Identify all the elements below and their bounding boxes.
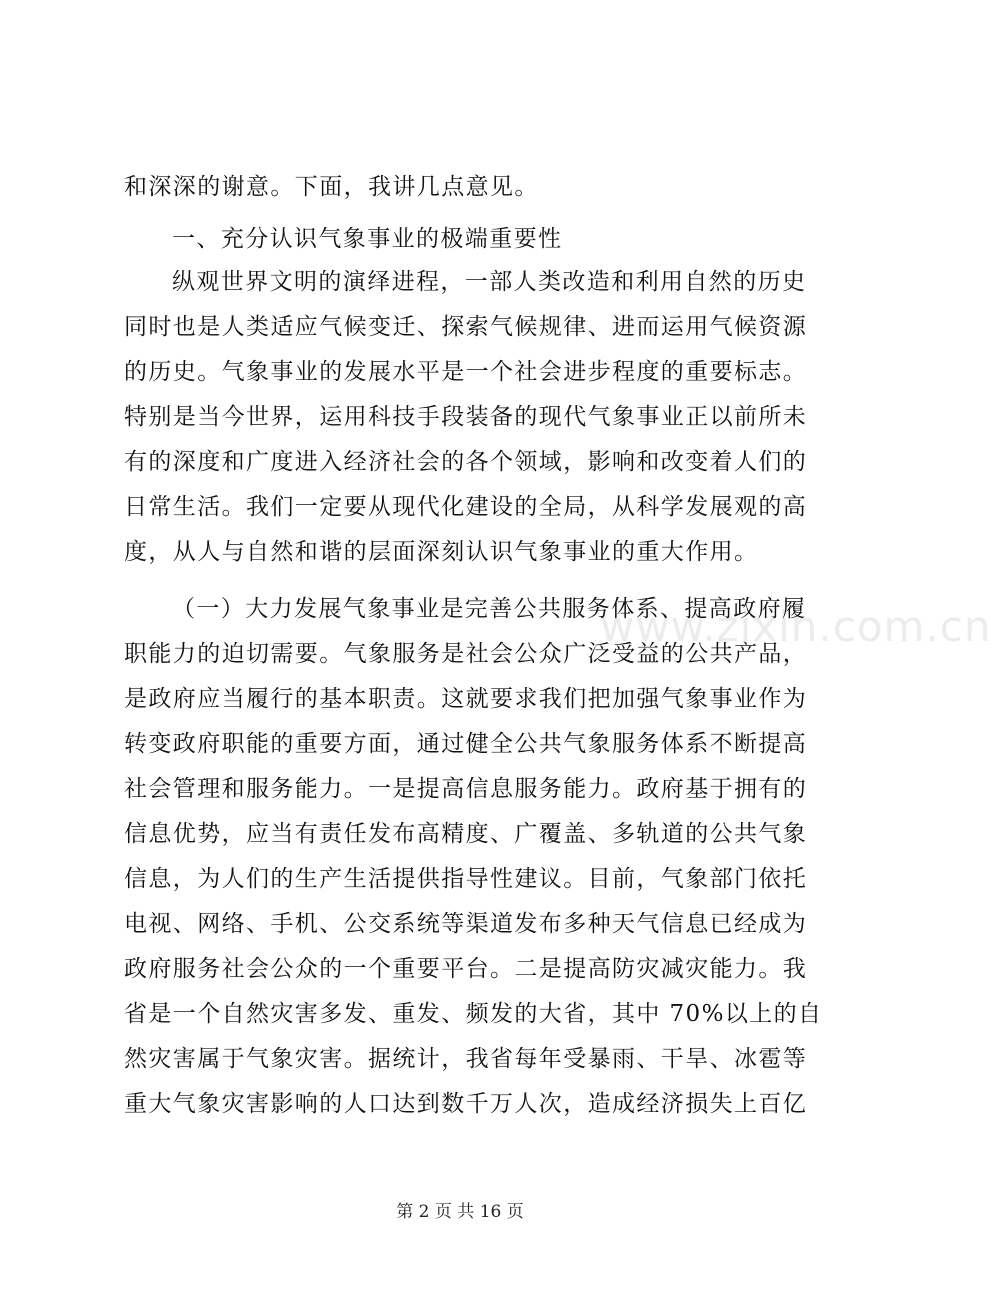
body-line: 重大气象灾害影响的人口达到数千万人次，造成经济损失上百亿 <box>124 1091 808 1117</box>
body-line: 信息，为人们的生产生活提供指导性建议。目前，气象部门依托 <box>124 866 808 892</box>
watermark: www.zixin.com.cn <box>600 602 992 651</box>
page-footer: 第 2 页 共 16 页 <box>396 1202 524 1222</box>
body-line: 同时也是人类适应气候变迁、探索气候规律、进而运用气候资源 <box>124 314 808 340</box>
body-line: 社会管理和服务能力。一是提高信息服务能力。政府基于拥有的 <box>124 776 808 802</box>
body-line: 电视、网络、手机、公交系统等渠道发布多种天气信息已经成为 <box>124 911 808 937</box>
body-line: 是政府应当履行的基本职责。这就要求我们把加强气象事业作为 <box>124 686 808 712</box>
body-line: 政府服务社会公众的一个重要平台。二是提高防灾减灾能力。我 <box>124 956 808 982</box>
body-line: 度，从人与自然和谐的层面深刻认识气象事业的重大作用。 <box>124 539 759 565</box>
section-heading: 一、充分认识气象事业的极端重要性 <box>172 226 563 252</box>
body-line: 信息优势，应当有责任发布高精度、广覆盖、多轨道的公共气象 <box>124 821 808 847</box>
body-line: 和深深的谢意。下面，我讲几点意见。 <box>124 174 539 200</box>
body-line: 然灾害属于气象灾害。据统计，我省每年受暴雨、干旱、冰雹等 <box>124 1046 808 1072</box>
body-line: 的历史。气象事业的发展水平是一个社会进步程度的重要标志。 <box>124 359 808 385</box>
body-line: 日常生活。我们一定要从现代化建设的全局，从科学发展观的高 <box>124 494 808 520</box>
body-line: 有的深度和广度进入经济社会的各个领域，影响和改变着人们的 <box>124 449 808 475</box>
body-line: 特别是当今世界，运用科技手段装备的现代气象事业正以前所未 <box>124 404 808 430</box>
body-line: 职能力的迫切需要。气象服务是社会公众广泛受益的公共产品， <box>124 641 808 667</box>
body-line: 转变政府职能的重要方面，通过健全公共气象服务体系不断提高 <box>124 731 808 757</box>
body-line: （一）大力发展气象事业是完善公共服务体系、提高政府履 <box>172 596 807 622</box>
body-line: 纵观世界文明的演绎进程，一部人类改造和利用自然的历史 <box>172 269 807 295</box>
body-line: 省是一个自然灾害多发、重发、频发的大省，其中 70%以上的自 <box>124 1001 823 1027</box>
